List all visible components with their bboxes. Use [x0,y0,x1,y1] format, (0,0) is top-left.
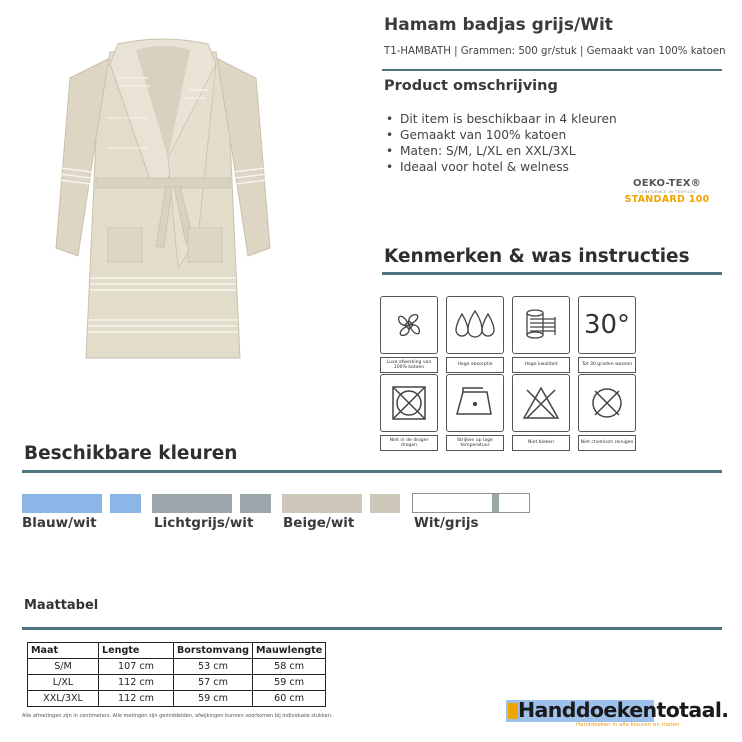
bathrobe-image [48,38,278,370]
feature-luxury [380,296,438,373]
no-bleach-icon [512,374,570,432]
list-item: • Gemaakt van 100% katoen [386,127,617,143]
feature-label: Luxe afwerking van 100% katoen [380,357,438,373]
oeko-tex-name: OEKO-TEX® [632,178,702,189]
size-table-note: Alle afmetingen zijn in centimeters. Alle metingen zijn gemiddelden, afwijkingen kunnen voorkomen bij individuele stukken. [22,713,333,719]
table-cell: XXL/3XL [28,691,99,707]
divider [382,69,722,71]
high-absorption-icon [446,296,504,354]
product-title: Hamam badjas grijs/Wit [384,15,613,35]
feature-absorption [446,296,504,373]
divider [22,470,722,473]
divider [22,627,722,630]
feature-no-tumble-dry [380,374,438,451]
colors-heading: Beschikbare kleuren [24,443,238,464]
oeko-tex-logo [612,178,722,205]
feature-label: Niet bleken [512,435,570,451]
feature-label: Hoge absorptie [446,357,504,373]
high-quality-icon [512,296,570,354]
brand-logo [506,698,732,730]
table-cell: 112 cm [99,691,174,707]
iron-low-icon [446,374,504,432]
table-cell: 53 cm [174,659,253,675]
wash-temperature: 30° [583,310,631,340]
no-dry-clean-icon [578,374,636,432]
brand-logo-backdrop-accent [508,703,518,719]
description-list [386,111,617,175]
feature-wash30 [578,296,636,373]
brand-name: Handdoekentotaal. [518,698,729,722]
table-row [28,675,326,691]
table-cell: 60 cm [252,691,325,707]
table-header-row [28,643,326,659]
color-label-white: Wit/grijs [414,515,479,531]
table-cell: 58 cm [252,659,325,675]
color-swatch-white-grey-band [492,494,499,512]
description-heading: Product omschrijving [384,78,558,94]
table-header: Borstomvang [174,643,253,659]
brand-tagline: Handdoeken in alle kleuren en maten. [576,722,682,728]
color-swatch-grey-small [240,494,271,513]
color-swatch-beige-small [370,494,400,513]
product-subtitle: T1-HAMBATH | Grammen: 500 gr/stuk | Gemaakt van 100% katoen [384,46,726,57]
table-cell: 107 cm [99,659,174,675]
size-table [27,642,326,707]
table-header: Maat [28,643,99,659]
feature-no-bleach [512,374,570,451]
feature-label: Strijken op lage temperatuur [446,435,504,451]
table-header: Mauwlengte [252,643,325,659]
feature-label: Niet chemisch reinigen [578,435,636,451]
oeko-tex-standard: STANDARD 100 [624,194,710,205]
divider [382,272,722,275]
wash-30-icon [578,296,636,354]
list-item: • Ideaal voor hotel & welness [386,159,617,175]
feature-label: Tot 30 graden wassen [578,357,636,373]
table-cell: 112 cm [99,675,174,691]
table-cell: 59 cm [252,675,325,691]
feature-label: Hoge kwaliteit [512,357,570,373]
table-cell: 59 cm [174,691,253,707]
color-label-grey: Lichtgrijs/wit [154,515,254,531]
feature-iron-low [446,374,504,451]
luxury-finish-icon [380,296,438,354]
color-swatch-beige [282,494,362,513]
feature-label: Niet in de droger drogen [380,435,438,451]
feature-no-dry-clean [578,374,636,451]
size-table-heading: Maattabel [24,598,99,613]
list-item: • Maten: S/M, L/XL en XXL/3XL [386,143,617,159]
color-swatch-white [412,493,530,513]
table-cell: S/M [28,659,99,675]
feature-quality [512,296,570,373]
list-item: • Dit item is beschikbaar in 4 kleuren [386,111,617,127]
table-header: Lengte [99,643,174,659]
color-swatch-grey [152,494,232,513]
oeko-tex-tagline: CONFIDENCE IN TEXTILES [638,190,696,194]
color-swatch-blue [22,494,102,513]
table-cell: 57 cm [174,675,253,691]
table-row [28,659,326,675]
no-tumble-dry-icon [380,374,438,432]
color-label-blue: Blauw/wit [22,515,97,531]
table-row [28,691,326,707]
features-heading: Kenmerken & was instructies [384,246,690,267]
color-label-beige: Beige/wit [283,515,355,531]
color-swatch-blue-small [110,494,141,513]
table-cell: L/XL [28,675,99,691]
